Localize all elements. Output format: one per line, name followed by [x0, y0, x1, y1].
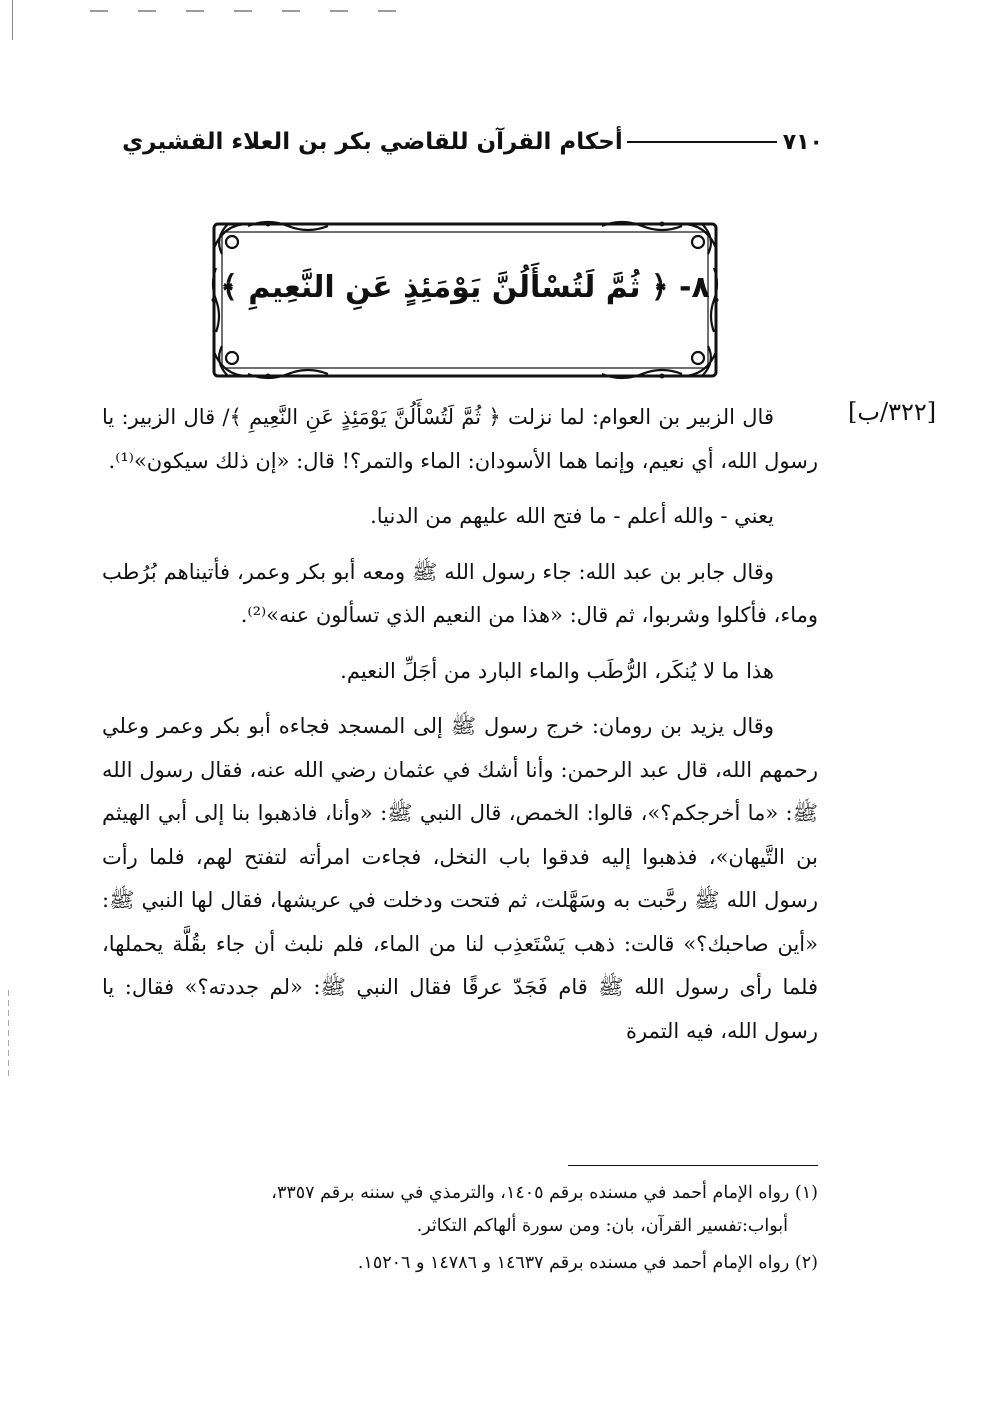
paragraph: وقال جابر بن عبد الله: جاء رسول الله ﷺ ومعه أبو بكر وعمر، فأتيناهم بُرُطب وماء، فأكلوا وشربوا، ثم قال: «هذا من النعيم الذي تسألون عنه»⁽²⁾. — [102, 559, 818, 627]
footnote-separator — [568, 1165, 818, 1166]
paragraph: يعني - والله أعلم - ما فتح الله عليهم من الدنيا. — [370, 504, 774, 528]
paragraph: قال الزبير بن العوام: لما نزلت ﴿ ثُمَّ لَتُسْأَلُنَّ يَوْمَئِذٍ عَنِ النَّعِيمِ ﴾/ قال الزبير: يا رسول الله، أي نعيم، وإنما هما الأسودان: الماء والتمر؟! قال: «إن ذلك سيكون»⁽¹⁾. — [102, 405, 818, 473]
scan-artifact-mark — [8, 990, 9, 1080]
book-title: أحكام القرآن للقاضي بكر بن العلاء القشيري — [122, 129, 623, 155]
paragraph: هذا ما لا يُنكَر، الرُّطَب والماء البارد من أجَلِّ النعيم. — [340, 658, 774, 683]
footnotes — [102, 1177, 818, 1284]
chapter-title: ٨- ﴿ ثُمَّ لَتُسْأَلُنَّ يَوْمَئِذٍ عَنِ النَّعِيمِ ﴾ — [220, 270, 710, 305]
footnote-1-line-2: أبواب:تفسير القرآن، بان: ومن سورة ألهاكم التكاثر. — [416, 1216, 788, 1236]
ornamental-frame — [208, 218, 722, 382]
page-number: ٧١٠ — [782, 129, 823, 155]
main-text — [102, 396, 818, 1065]
header-rule — [627, 141, 777, 143]
scan-artifact-edge — [12, 0, 13, 40]
footnote-2-line-1: (٢) رواه الإمام أحمد في مسنده برقم ١٤٦٣٧ و ١٤٧٨٦ و ١٥٢٠٦. — [357, 1253, 818, 1273]
running-header — [100, 122, 823, 162]
footnote-1 — [102, 1177, 818, 1243]
paragraph: وقال يزيد بن رومان: خرج رسول ﷺ إلى المسجد فجاءه أبو بكر وعمر وعلي رحمهم الله، قال عبد الرحمن: وأنا أشك في عثمان رضي الله عنه، فقال رسول الله ﷺ: «ما أخرجكم؟»، قالوا: الخمص، قال النبي ﷺ: «وأنا، فاذهبوا بنا إلى أبي الهيثم بن التَّيهان»، فذهبوا إليه فدقوا باب النخل، فجاءت امرأته لتفتح لهم، فلما رأت رسول الله ﷺ رحَّبت به وسَهَّلت، ثم فتحت ودخلت في عريشها، فقال لها النبي ﷺ: «أين صاحبك؟» قالت: ذهب يَسْتَعذِب لنا من الماء، فلم نلبث أن جاء بقُلَّة يحملها، فلما رأى رسول الله ﷺ قام فَجَدّ عرقًا فقال النبي ﷺ: «لم جددته؟» فقال: يا رسول الله، فيه التمرة — [102, 714, 818, 1043]
footnote-1-line-1: (١) رواه الإمام أحمد في مسنده برقم ١٤٠٥، والترمذي في سننه برقم ٣٣٥٧، — [271, 1183, 818, 1203]
scan-artifact-dashes — [90, 10, 420, 12]
footnote-2 — [102, 1247, 818, 1280]
margin-folio-reference: [٣٢٢/ب] — [848, 398, 937, 426]
